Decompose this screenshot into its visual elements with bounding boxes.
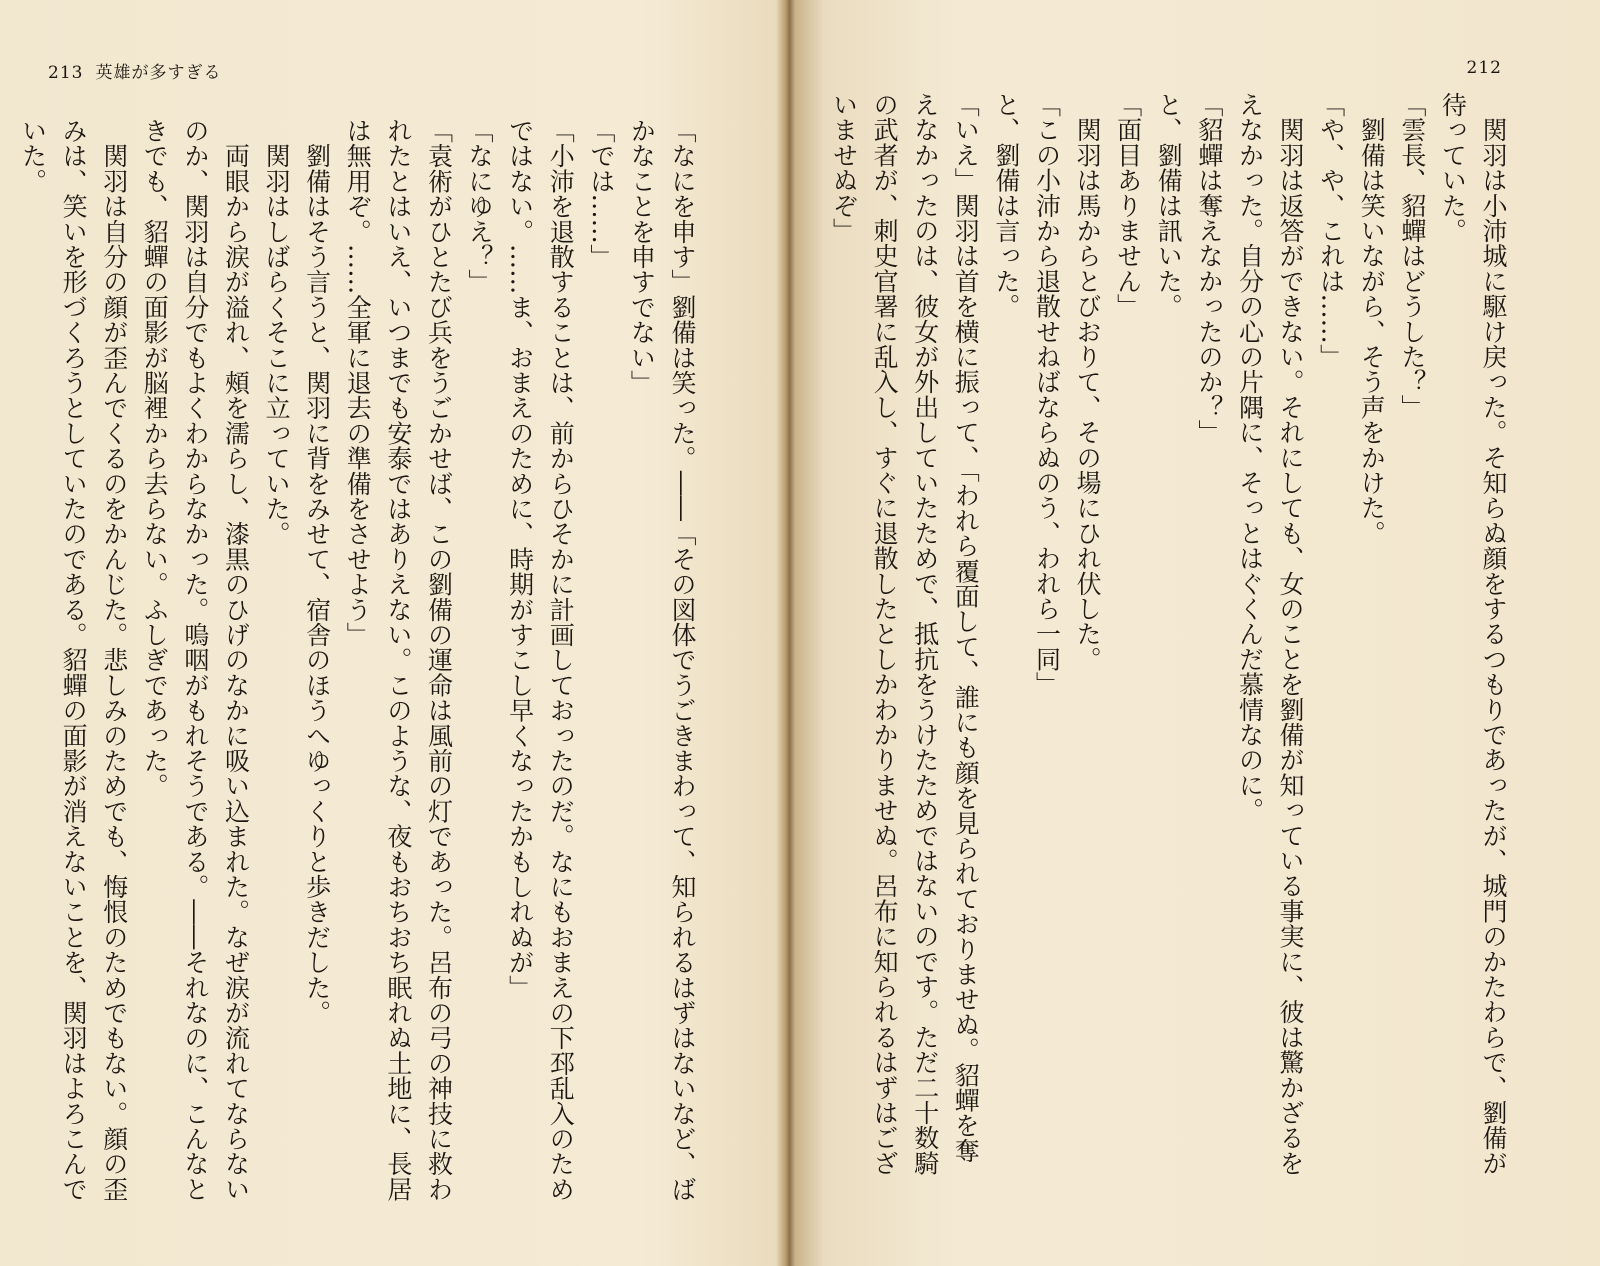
text-column: えなかったのは、彼女が外出していたためで、抵抗をうけたためではないのです。ただ二十数騎 xyxy=(910,92,940,1176)
text-column: と、劉備は言った。 xyxy=(991,92,1021,319)
running-title: 英雄が多すぎる xyxy=(95,63,222,83)
text-column: 「袁術がひとたび兵をうごかせば、この劉備の運命は風前の灯であった。呂布の弓の神技に救わ xyxy=(424,118,454,1202)
text-column: 「雲長、貂蟬はどうした？」 xyxy=(1397,92,1427,420)
text-column: は無用ぞ。……全軍に退去の準備をさせよう」 xyxy=(343,118,373,648)
text-column: ではない。……ま、おまえのために、時期がすこし早くなったかもしれぬが」 xyxy=(505,118,535,1000)
text-column: みは、笑いを形づくろうとしていたのである。貂蟬の面影が消えないことを、関羽はよろこんで xyxy=(59,118,89,1202)
left-page-header xyxy=(48,58,221,83)
text-column: 関羽は返答ができない。それにしても、女のことを劉備が知っている事実に、彼は驚かざるを xyxy=(1276,92,1306,1176)
text-column: 両眼から涙が溢れ、頰を濡らし、漆黒のひげのなかに吸い込まれた。なぜ涙が流れてならない xyxy=(221,118,251,1202)
text-column: 「この小沛から退散せねばならぬのう、われら一同」 xyxy=(1032,92,1062,697)
text-column: れたとはいえ、いつまでも安泰ではありえない。このような、夜もおちおち眠れぬ土地に、長居 xyxy=(383,118,413,1202)
text-column: 「貂蟬は奪えなかったのか？」 xyxy=(1194,92,1224,445)
text-column: 関羽は自分の顔が歪んでくるのをかんじた。悲しみのためでも、悔恨のためでもない。顔の歪 xyxy=(99,118,129,1202)
right-page-number: 212 xyxy=(1466,58,1502,78)
text-column: 関羽は小沛城に駆け戻った。そ知らぬ顔をするつもりであったが、城門のかたわらで、劉備が xyxy=(1479,92,1508,1176)
text-column: いませぬぞ」 xyxy=(829,92,859,244)
text-column: の武者が、刺史官署に乱入し、すぐに退散したとしかわかりませぬ。呂布に知られるはずはござ xyxy=(870,92,900,1176)
text-column: 「や、や、これは……」 xyxy=(1316,92,1346,370)
left-page xyxy=(0,0,780,1266)
text-column: 「では……」 xyxy=(586,118,616,270)
text-column: のか、関羽は自分でもよくわからなかった。嗚咽がもれそうである。――それなのに、こんなと xyxy=(180,118,210,1202)
right-page-header xyxy=(1467,58,1502,78)
text-column: 「なにゆえ？」 xyxy=(465,118,495,295)
left-page-text xyxy=(18,118,702,1238)
text-column: 劉備はそう言うと、関羽に背をみせて、宿舎のほうへゆっくりと歩きだした。 xyxy=(302,118,332,1026)
text-column: 「小沛を退散することは、前からひそかに計画しておったのだ。なにもおまえの下邳乱入のため xyxy=(546,118,576,1202)
right-page-text xyxy=(829,92,1513,1242)
text-column: 「いえ」関羽は首を横に振って、「われら覆面して、誰にも顔を見られておりませぬ。貂蟬を奪 xyxy=(951,92,981,1164)
text-column: 「なにを申す」劉備は笑った。――「その図体でうごきまわって、知られるはずはないなど、ば xyxy=(668,118,697,1202)
text-column: 関羽はしばらくそこに立っていた。 xyxy=(262,118,292,547)
text-column: 関羽は馬からとびおりて、その場にひれ伏した。 xyxy=(1073,92,1103,672)
text-column: 「面目ありません」 xyxy=(1113,92,1143,319)
text-column: きでも、貂蟬の面影が脳裡から去らない。ふしぎであった。 xyxy=(140,118,170,799)
text-column: えなかった。自分の心の片隅に、そっとはぐくんだ慕情なのに。 xyxy=(1235,92,1265,823)
text-column: 劉備は笑いながら、そう声をかけた。 xyxy=(1357,92,1387,546)
text-column: いた。 xyxy=(18,118,48,194)
text-column: と、劉備は訊いた。 xyxy=(1154,92,1184,319)
left-page-number: 213 xyxy=(48,63,84,83)
text-column: 待っていた。 xyxy=(1438,92,1468,244)
text-column: かなことを申すでない」 xyxy=(627,118,657,396)
